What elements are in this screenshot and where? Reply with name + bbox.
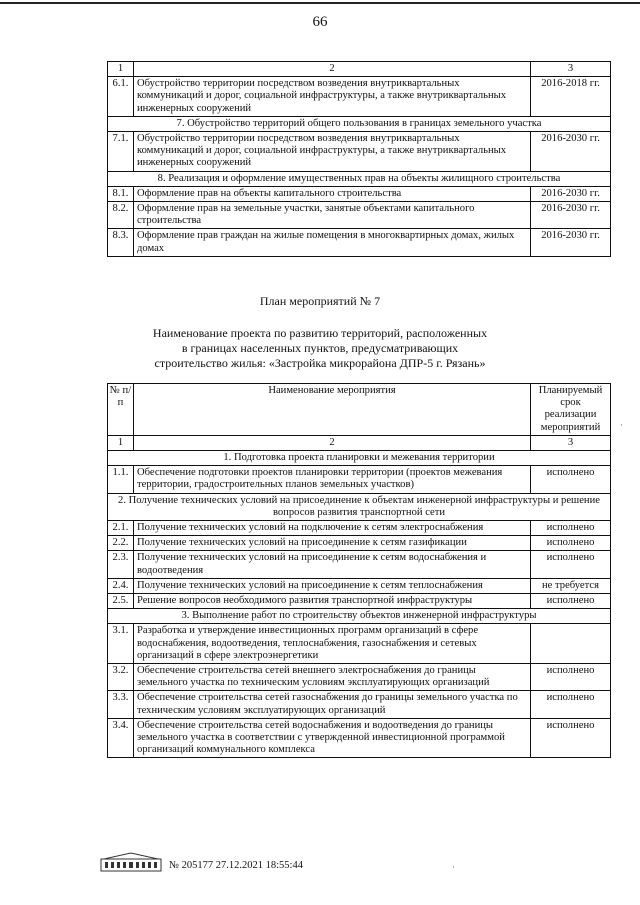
row-term: исполнено	[531, 536, 611, 551]
table-row	[108, 521, 611, 536]
row-activity: Обустройство территории посредством возведения внутриквартальных коммуникаций и дорог, социальной инфраструктуры, а также внутриквартальных инженерных сооружений	[133, 132, 530, 172]
table-row	[108, 229, 611, 256]
row-number: 2.4.	[108, 578, 134, 593]
row-number: 3.4.	[108, 718, 134, 758]
row-activity: Обеспечение строительства сетей внешнего электроснабжения до границы земельного участка по техническим условиям эксплуатирующих организаций	[133, 664, 530, 691]
top-border-line	[0, 0, 640, 6]
row-number: 3.3.	[108, 691, 134, 718]
row-activity: Получение технических условий на присоединение к сетям теплоснабжения	[133, 578, 530, 593]
row-term	[531, 624, 611, 664]
section-row	[108, 451, 611, 466]
table-row	[108, 466, 611, 493]
registration-number: № 205177 27.12.2021 18:55:44	[169, 860, 303, 871]
row-term: исполнено	[531, 466, 611, 493]
row-activity: Получение технических условий на присоединение к сетям водоснабжения и водоотведения	[133, 551, 530, 578]
colnum-3: 3	[531, 62, 611, 77]
row-term: 2016-2030 гг.	[531, 202, 611, 229]
table-row	[108, 202, 611, 229]
section-title: 3. Выполнение работ по строительству объектов инженерной инфраструктуры	[108, 609, 611, 624]
table-row	[108, 664, 611, 691]
row-term: не требуется	[531, 578, 611, 593]
row-activity: Получение технических условий на присоединение к сетям газификации	[133, 536, 530, 551]
table-row	[108, 536, 611, 551]
colnum-1: 1	[108, 435, 134, 450]
row-number: 8.2.	[108, 202, 134, 229]
colnum-2: 2	[133, 435, 530, 450]
row-activity: Обеспечение строительства сетей водоснабжения и водоотведения до границы земельного участка в соответствии с утвержденной инвестиционной программой организаций коммунального комплекса	[133, 718, 530, 758]
continued-table	[107, 61, 611, 257]
scan-mark: ·	[620, 420, 623, 430]
row-activity: Обустройство территории посредством возведения внутриквартальных коммуникаций и дорог, социальной инфраструктуры, а также внутриквартальных инженерных сооружений	[133, 77, 530, 117]
row-term: 2016-2030 гг.	[531, 186, 611, 201]
row-activity: Обеспечение строительства сетей газоснабжения до границы земельного участка по техническим условиям эксплуатирующих организаций	[133, 691, 530, 718]
row-activity: Оформление прав граждан на жилые помещения в многоквартирных домах, жилых домах	[133, 229, 530, 256]
section-title: 2. Получение технических условий на присоединение к объектам инженерной инфраструктуры и решение вопросов развития транспортной сети	[108, 493, 611, 520]
table-row	[108, 624, 611, 664]
row-term: 2016-2030 гг.	[531, 229, 611, 256]
plan-table-header	[108, 384, 611, 436]
scan-mark: ·	[452, 862, 455, 872]
row-term: исполнено	[531, 718, 611, 758]
colnum-2: 2	[133, 62, 530, 77]
section-row	[108, 171, 611, 186]
section-title: 8. Реализация и оформление имущественных прав на объекты жилищного строительства	[108, 171, 611, 186]
plan-table	[107, 383, 611, 758]
table-row	[108, 186, 611, 201]
table-row	[108, 551, 611, 578]
row-activity: Получение технических условий на подключение к сетям электроснабжения	[133, 521, 530, 536]
table-row	[108, 691, 611, 718]
row-number: 6.1.	[108, 77, 134, 117]
plan-subtitle-line-3: строительство жилья: «Застройка микрорайона ДПР-5 г. Рязань»	[154, 356, 486, 370]
row-number: 2.1.	[108, 521, 134, 536]
table-row	[108, 132, 611, 172]
header-name: Наименование мероприятия	[133, 384, 530, 436]
row-number: 3.2.	[108, 664, 134, 691]
table-row	[108, 578, 611, 593]
row-term: исполнено	[531, 521, 611, 536]
header-term: Планируемый срок реализации мероприятий	[531, 384, 611, 436]
colnum-3: 3	[531, 435, 611, 450]
row-number: 1.1.	[108, 466, 134, 493]
row-number: 2.5.	[108, 594, 134, 609]
page-number: 66	[312, 14, 328, 30]
header-num: № п/п	[108, 384, 134, 436]
section-row	[108, 493, 611, 520]
row-term: исполнено	[531, 664, 611, 691]
row-activity: Оформление прав на земельные участки, занятые объектами капитального строительства	[133, 202, 530, 229]
row-number: 7.1.	[108, 132, 134, 172]
section-row	[108, 609, 611, 624]
row-activity: Обеспечение подготовки проектов планировки территории (проектов межевания территории, градостроительных планов земельных участков)	[133, 466, 530, 493]
table-row	[108, 77, 611, 117]
plan-table-colnums	[108, 435, 611, 450]
continued-table-colnums	[108, 62, 611, 77]
section-title: 7. Обустройство территорий общего пользования в границах земельного участка	[108, 116, 611, 131]
building-stamp-icon	[100, 851, 162, 873]
row-number: 8.1.	[108, 186, 134, 201]
row-activity: Разработка и утверждение инвестиционных программ организаций в сфере водоснабжения, водоотведения, теплоснабжения, газоснабжения и сетевых организаций в сфере электроэнергетики	[133, 624, 530, 664]
table-row	[108, 718, 611, 758]
section-row	[108, 116, 611, 131]
row-term: 2016-2030 гг.	[531, 132, 611, 172]
table-row	[108, 594, 611, 609]
row-activity: Решение вопросов необходимого развития транспортной инфраструктуры	[133, 594, 530, 609]
plan-subtitle-line-2: в границах населенных пунктов, предусматривающих	[181, 341, 459, 355]
row-number: 2.2.	[108, 536, 134, 551]
plan-subtitle-line-1: Наименование проекта по развитию территорий, расположенных	[152, 326, 488, 340]
row-number: 8.3.	[108, 229, 134, 256]
plan-title: План мероприятий № 7	[259, 294, 381, 308]
row-number: 3.1.	[108, 624, 134, 664]
section-title: 1. Подготовка проекта планировки и межевания территории	[108, 451, 611, 466]
colnum-1: 1	[108, 62, 134, 77]
row-activity: Оформление прав на объекты капитального строительства	[133, 186, 530, 201]
row-term: исполнено	[531, 551, 611, 578]
row-term: исполнено	[531, 691, 611, 718]
row-term: исполнено	[531, 594, 611, 609]
row-number: 2.3.	[108, 551, 134, 578]
row-term: 2016-2018 гг.	[531, 77, 611, 117]
